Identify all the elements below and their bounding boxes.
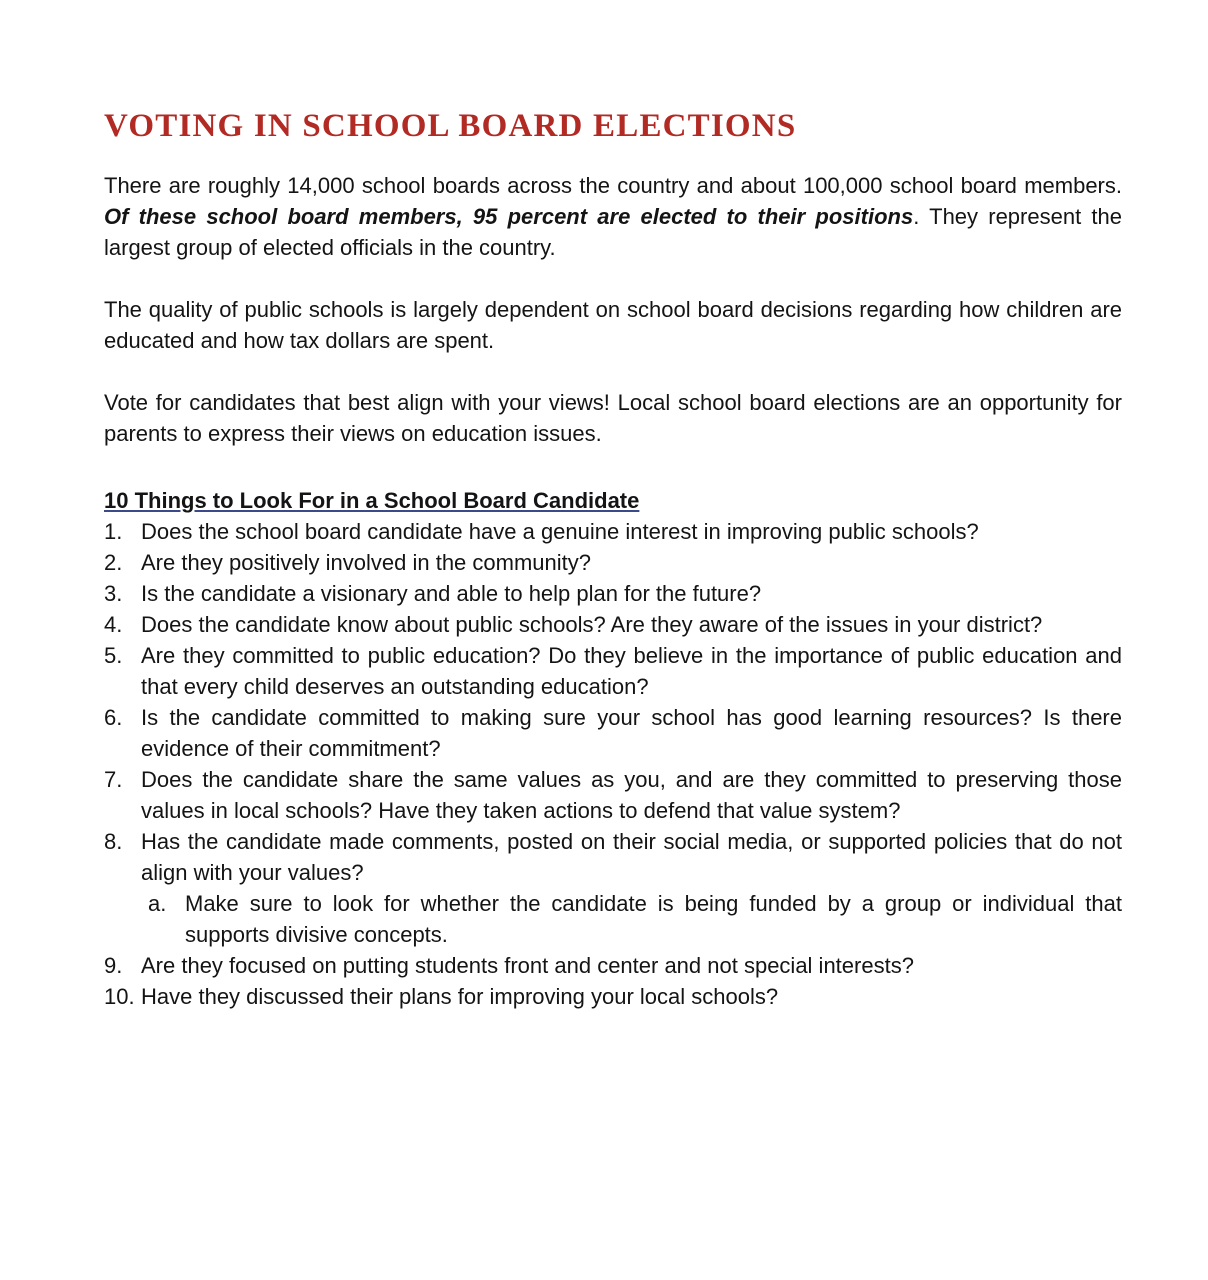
- item-number: 4.: [104, 612, 123, 637]
- item-text: Is the candidate a visionary and able to help plan for the future?: [141, 581, 762, 606]
- item-text: Is the candidate committed to making sure your school has good learning resources? Is there evidence of their commitment?: [141, 705, 1122, 761]
- page-title: VOTING IN SCHOOL BOARD ELECTIONS: [104, 108, 797, 144]
- intro-emphasis: Of these school board members, 95 percent are elected to their positions: [104, 204, 914, 229]
- sub-item-letter: a.: [148, 891, 167, 916]
- list-item: [104, 764, 1122, 826]
- item-number: 6.: [104, 705, 123, 730]
- item-number: 2.: [104, 550, 123, 575]
- item-text: Has the candidate made comments, posted on their social media, or supported policies that do not align with your values?: [141, 829, 1122, 885]
- item-number: 10.: [104, 984, 135, 1009]
- list-item: [104, 981, 1122, 1012]
- intro-text-start: There are roughly 14,000 school boards across the country and about 100,000 school board members.: [104, 173, 1122, 198]
- sub-list-item: [141, 888, 1122, 950]
- candidate-checklist: [104, 516, 1122, 1012]
- item-number: 8.: [104, 829, 123, 854]
- intro-paragraph-1: [104, 170, 1122, 263]
- document-page: [104, 104, 1122, 1012]
- list-item: [104, 826, 1122, 950]
- sub-item-text: Make sure to look for whether the candidate is being funded by a group or individual that supports divisive concepts.: [185, 891, 1122, 947]
- list-item: [104, 547, 1122, 578]
- item-number: 7.: [104, 767, 123, 792]
- list-heading: 10 Things to Look For in a School Board Candidate: [104, 488, 640, 513]
- list-item: [104, 702, 1122, 764]
- list-item: [104, 516, 1122, 547]
- item-text: Does the candidate know about public schools? Are they aware of the issues in your district?: [141, 612, 1043, 637]
- item-text: Are they committed to public education? Do they believe in the importance of public education and that every child deserves an outstanding education?: [141, 643, 1122, 699]
- item-text: Are they focused on putting students front and center and not special interests?: [141, 953, 914, 978]
- item-text: Are they positively involved in the community?: [141, 550, 591, 575]
- list-item: [104, 640, 1122, 702]
- item-text: Does the candidate share the same values as you, and are they committed to preserving those values in local schools? Have they taken actions to defend that value system?: [141, 767, 1122, 823]
- item-number: 5.: [104, 643, 123, 668]
- item-text: Does the school board candidate have a genuine interest in improving public schools?: [141, 519, 979, 544]
- item-number: 9.: [104, 953, 123, 978]
- item-text: Have they discussed their plans for improving your local schools?: [141, 984, 779, 1009]
- item-number: 1.: [104, 519, 123, 544]
- intro-paragraph-3: Vote for candidates that best align with your views! Local school board elections are an opportunity for parents to express their views on education issues.: [104, 390, 1122, 446]
- intro-text-end: . They represent the largest group of elected officials in the country.: [104, 204, 1122, 260]
- item-number: 3.: [104, 581, 123, 606]
- sub-list: [141, 888, 1122, 950]
- list-item: [104, 578, 1122, 609]
- intro-paragraph-2: The quality of public schools is largely dependent on school board decisions regarding how children are educated and how tax dollars are spent.: [104, 297, 1122, 353]
- list-item: [104, 609, 1122, 640]
- list-item: [104, 950, 1122, 981]
